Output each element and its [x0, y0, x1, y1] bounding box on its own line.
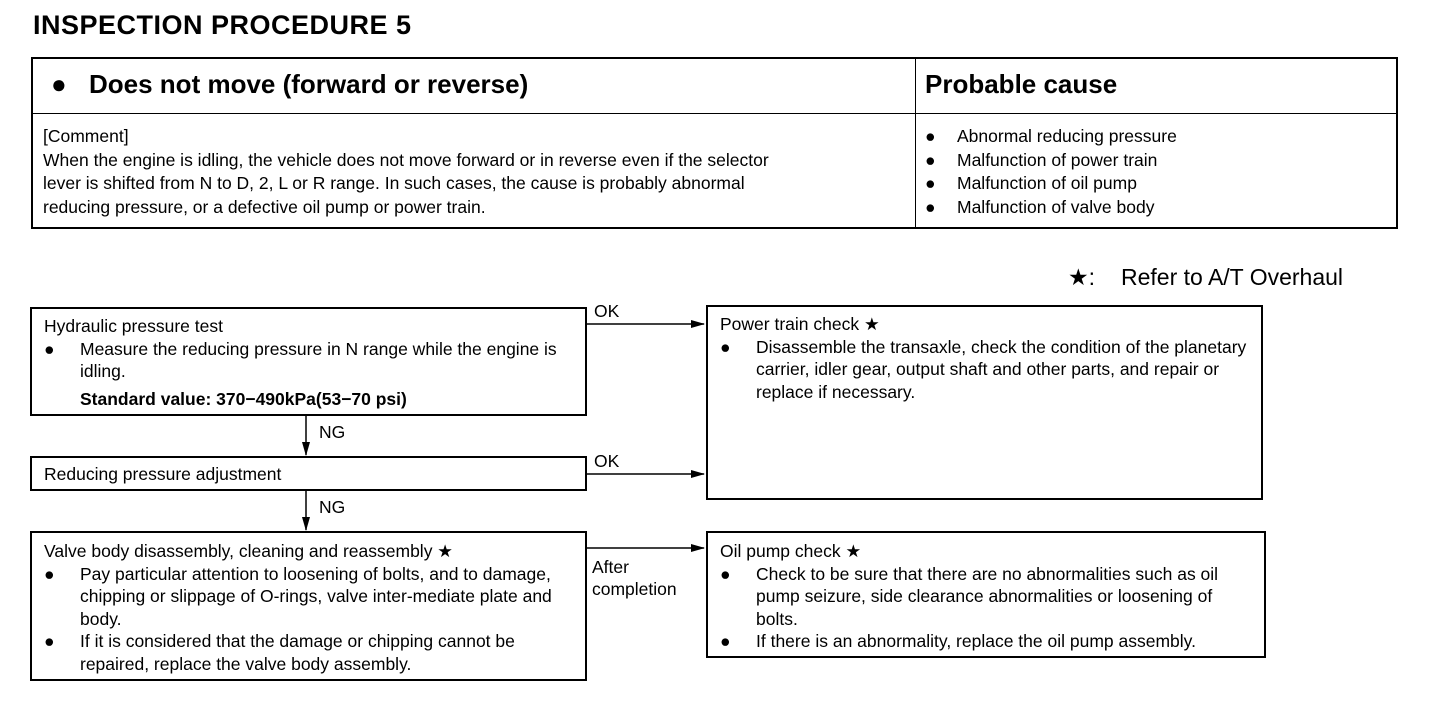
cause-text: Malfunction of oil pump	[957, 173, 1137, 193]
bullet-item	[720, 630, 1252, 653]
bullet-item	[720, 336, 1249, 404]
ok-label: OK	[594, 301, 620, 321]
comment-label: [Comment]	[43, 126, 129, 146]
bullet-icon: ●	[925, 126, 936, 146]
bullet-text: Check to be sure that there are no abnormalities such as oil pump seizure, side clearance abnormalities or loosening of bolts.	[756, 563, 1219, 629]
bullet-icon: ●	[925, 196, 936, 217]
cause-text: Malfunction of power train	[957, 149, 1158, 170]
box-title: Hydraulic pressure test	[44, 316, 223, 336]
after-completion-label	[592, 556, 677, 600]
power-train-check-box	[706, 305, 1263, 500]
cause-text: Malfunction of valve body	[957, 196, 1155, 217]
bullet-icon: ●	[44, 563, 55, 584]
bullet-icon: ●	[720, 336, 731, 357]
reducing-pressure-adjustment-box	[30, 456, 587, 491]
bullet-item	[44, 630, 573, 675]
box-title: Power train check ★	[720, 314, 880, 334]
cause-text: Abnormal reducing pressure	[957, 126, 1177, 146]
valve-body-box	[30, 531, 587, 681]
bullet-item	[44, 563, 573, 631]
symptom-text: Does not move (forward or reverse)	[89, 69, 529, 99]
ng-label: NG	[319, 422, 346, 442]
box-title: Valve body disassembly, cleaning and reassembly ★	[44, 541, 453, 561]
ok-label: OK	[594, 451, 620, 471]
star-icon: ★:	[1068, 264, 1096, 290]
bullet-icon: ●	[44, 631, 55, 651]
after-label-line: After	[592, 557, 629, 577]
bullet-text: Measure the reducing pressure in N range while the engine is idling.	[80, 338, 557, 381]
page-title: INSPECTION PROCEDURE 5	[33, 10, 412, 40]
bullet-icon: ●	[925, 173, 936, 193]
bullet-icon: ●	[51, 69, 67, 99]
after-label-line: completion	[592, 579, 677, 599]
bullet-icon: ●	[925, 149, 936, 170]
bullet-icon: ●	[720, 631, 731, 651]
bullet-text: Disassemble the transaxle, check the condition of the planetary carrier, idler gear, output shaft and other parts, and repair or replace if necessary.	[756, 336, 1247, 402]
bullet-icon: ●	[44, 338, 55, 359]
probable-cause-heading: Probable cause	[925, 69, 1118, 99]
bullet-text: If it is considered that the damage or chipping cannot be repaired, replace the valve body assembly.	[80, 631, 515, 674]
comment-line: reducing pressure, or a defective oil pump or power train.	[43, 196, 486, 217]
ng-label: NG	[319, 497, 346, 517]
box-title: Reducing pressure adjustment	[44, 464, 282, 484]
legend-text: Refer to A/T Overhaul	[1121, 264, 1344, 290]
bullet-text: If there is an abnormality, replace the oil pump assembly.	[756, 631, 1196, 651]
bullet-text: Pay particular attention to loosening of bolts, and to damage, chipping or slippage of O-rings, valve inter-mediate plate and body.	[80, 563, 552, 629]
comment-line: When the engine is idling, the vehicle does not move forward or in reverse even if the selector	[43, 149, 769, 170]
hydraulic-pressure-test-box	[30, 307, 587, 416]
bullet-item	[44, 338, 573, 383]
bullet-item	[720, 563, 1252, 631]
comment-line: lever is shifted from N to D, 2, L or R range. In such cases, the cause is probably abnormal	[43, 173, 745, 193]
bullet-icon: ●	[720, 563, 731, 584]
oil-pump-check-box	[706, 531, 1266, 658]
standard-value: Standard value: 370−490kPa(53−70 psi)	[80, 388, 407, 409]
box-title: Oil pump check ★	[720, 541, 862, 561]
